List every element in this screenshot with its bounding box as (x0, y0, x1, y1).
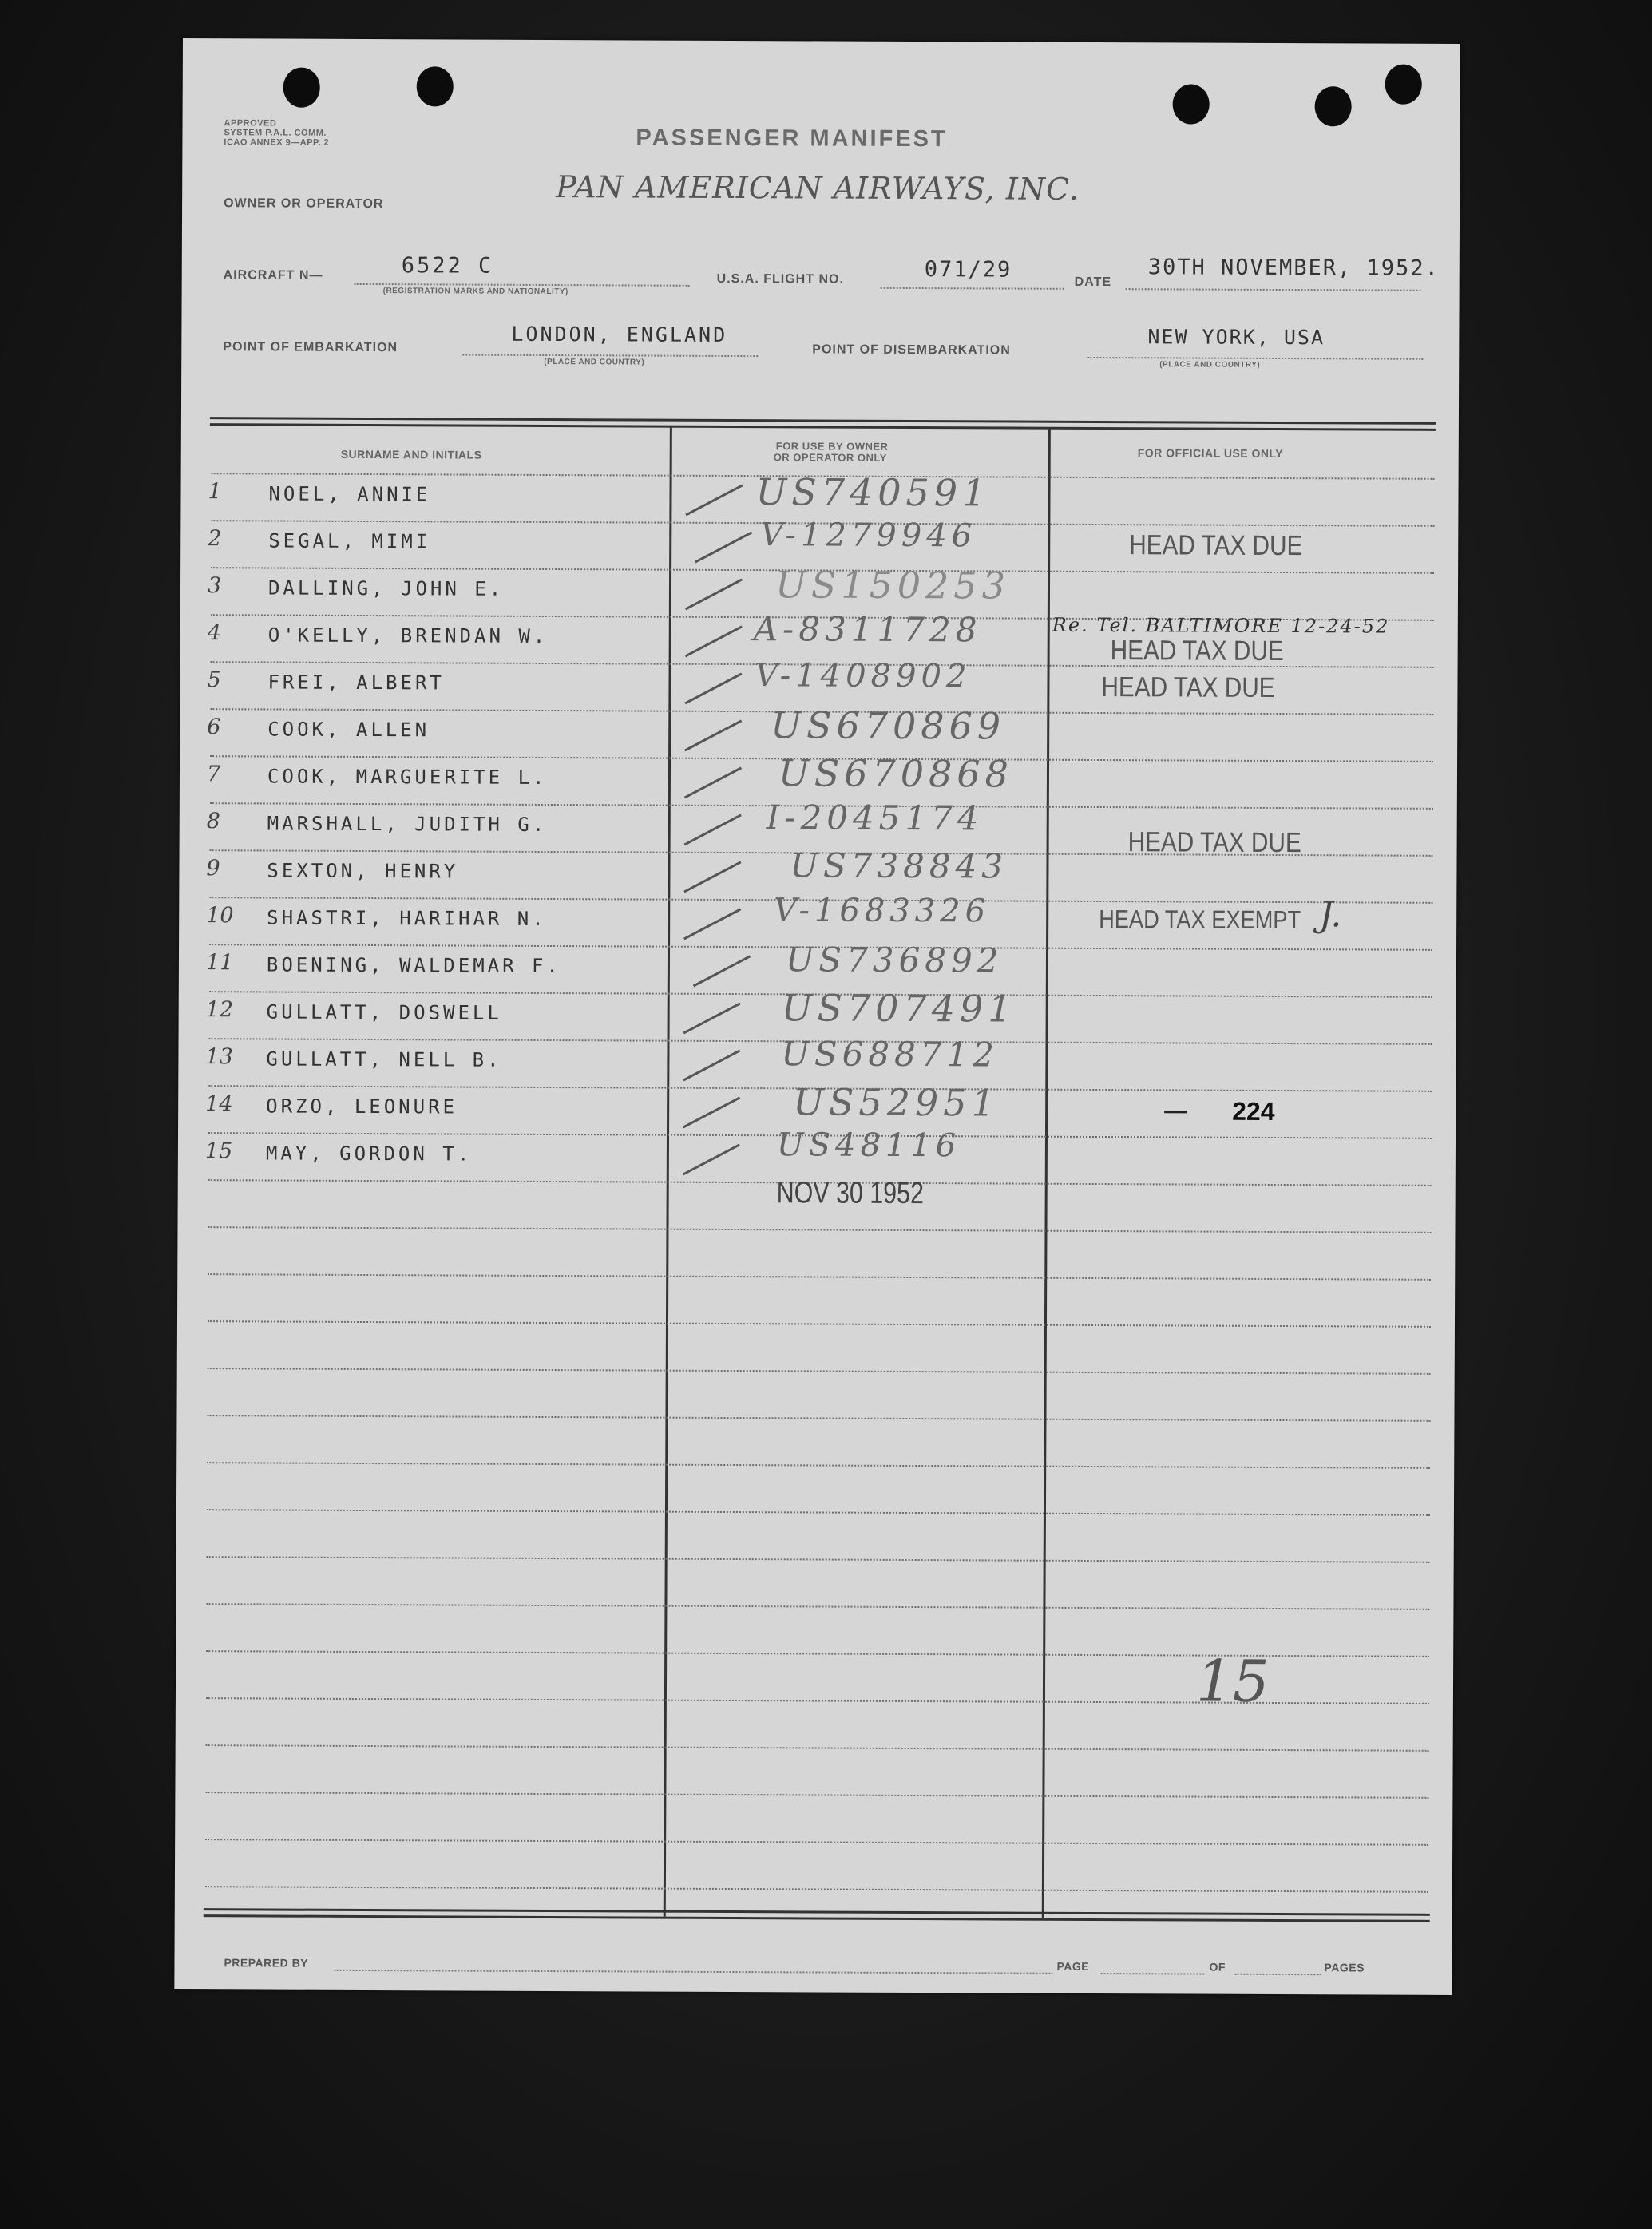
row-rule (205, 1886, 1428, 1893)
date-label: DATE (1074, 275, 1112, 290)
check-tick (683, 1049, 740, 1081)
passport-number: US736892 (785, 940, 1004, 980)
row-rule (205, 1839, 1428, 1846)
passenger-name: O'KELLY, BRENDAN W. (267, 624, 549, 648)
check-tick (683, 1002, 741, 1034)
disembarkation-sub: (PLACE AND COUNTRY) (1159, 360, 1261, 370)
manifest-sheet (174, 38, 1460, 1995)
passport-number: V-1683326 (774, 892, 991, 930)
row-number: 13 (205, 1044, 233, 1070)
column-divider (664, 427, 672, 1917)
punch-hole (1315, 86, 1352, 126)
date-value: 30TH NOVEMBER, 1952. (1147, 255, 1440, 281)
pages-label: PAGES (1324, 1961, 1365, 1974)
company-name: PAN AMERICAN AIRWAYS, INC. (556, 169, 1080, 207)
row-rule (208, 1273, 1431, 1281)
official-dash: — (1164, 1098, 1187, 1123)
official-note: HEAD TAX EXEMPT (1099, 905, 1301, 935)
passenger-name: SEXTON, HENRY (267, 859, 459, 883)
prepared-by-line (334, 1970, 1052, 1974)
embarkation-value: LONDON, ENGLAND (511, 322, 728, 346)
aircraft-underline (355, 283, 690, 287)
punch-hole (1385, 65, 1422, 105)
row-rule (207, 1462, 1430, 1469)
row-number: 6 (207, 715, 221, 740)
row-number: 8 (206, 809, 220, 834)
row-rule (207, 1415, 1430, 1422)
prepared-by-label: PREPARED BY (224, 1956, 309, 1970)
row-rule (205, 1792, 1428, 1799)
approval-block (224, 118, 329, 148)
passenger-name: DALLING, JOHN E. (267, 576, 505, 600)
official-initials: J. (1319, 894, 1342, 936)
check-tick (685, 484, 743, 516)
passenger-name: FREI, ALBERT (267, 671, 445, 695)
passenger-name: SEGAL, MIMI (268, 529, 431, 553)
date-stamp: NOV 30 1952 (776, 1176, 924, 1211)
official-note: HEAD TAX DUE (1110, 635, 1284, 667)
date-underline (1126, 288, 1421, 291)
punch-hole (283, 68, 320, 108)
row-rule (206, 1603, 1429, 1610)
passenger-name: GULLATT, DOSWELL (266, 1000, 502, 1024)
approval-line: APPROVED (224, 118, 277, 129)
passenger-name: NOEL, ANNIE (268, 482, 431, 506)
check-tick (693, 956, 751, 988)
passport-number: US52951 (793, 1080, 1000, 1125)
passenger-name: MAY, GORDON T. (265, 1142, 473, 1166)
page-label: PAGE (1056, 1959, 1090, 1973)
passport-number: A-8311728 (753, 609, 982, 650)
check-tick (685, 625, 743, 657)
row-number: 3 (207, 573, 222, 599)
passport-number: US740591 (755, 470, 991, 515)
punch-hole (417, 66, 454, 106)
row-rule (206, 1744, 1429, 1752)
embarkation-sub: (PLACE AND COUNTRY) (544, 357, 645, 367)
row-rule (207, 1556, 1430, 1563)
passport-number: US707491 (781, 986, 1016, 1031)
row-number: 11 (205, 950, 234, 976)
table-bottom-rule (204, 1914, 1430, 1922)
row-number: 5 (207, 667, 221, 693)
passenger-name: SHASTRI, HARIHAR N. (267, 906, 547, 930)
row-number: 1 (208, 479, 222, 505)
approval-line: SYSTEM P.A.L. COMM. (224, 128, 327, 138)
page-line (1100, 1973, 1204, 1975)
passenger-name: MARSHALL, JUDITH G. (267, 812, 548, 836)
check-tick (683, 861, 741, 893)
row-number: 2 (208, 526, 222, 552)
row-rule (208, 1226, 1431, 1233)
disembarkation-underline (1087, 357, 1423, 360)
passport-number: US738843 (790, 845, 1008, 886)
row-number: 10 (206, 903, 234, 928)
disembarkation-label: POINT OF DISEMBARKATION (812, 342, 1011, 358)
check-tick (684, 814, 742, 845)
official-number: 224 (1232, 1096, 1275, 1126)
header-official: FOR OFFICIAL USE ONLY (1137, 446, 1284, 461)
table-top-rule (210, 423, 1436, 431)
check-tick (684, 672, 742, 704)
check-tick (683, 908, 741, 940)
official-note: HEAD TAX DUE (1127, 826, 1301, 859)
row-number: 4 (207, 620, 222, 646)
of-line (1234, 1974, 1321, 1975)
of-label: OF (1209, 1960, 1226, 1974)
baltimore-note: Re. Tel. BALTIMORE 12-24-52 (1052, 613, 1390, 638)
passport-number: I-2045174 (766, 798, 984, 838)
check-tick (683, 1096, 740, 1128)
row-number: 15 (204, 1138, 233, 1164)
embarkation-underline (462, 354, 758, 358)
punch-hole (1173, 84, 1210, 124)
check-tick (685, 578, 743, 610)
passenger-name: GULLATT, NELL B. (266, 1047, 502, 1071)
row-number: 9 (206, 856, 220, 881)
passport-number: US670869 (771, 703, 1006, 748)
official-note: HEAD TAX DUE (1129, 529, 1303, 562)
approval-line: ICAO ANNEX 9—APP. 2 (224, 137, 330, 148)
passport-number: US48116 (776, 1126, 961, 1165)
passport-number: US670868 (778, 751, 1013, 796)
header-operator-line2: OR OPERATOR ONLY (773, 451, 887, 464)
passport-number: US150253 (774, 563, 1011, 608)
check-tick (683, 1143, 740, 1175)
check-tick (695, 532, 752, 564)
form-title: PASSENGER MANIFEST (636, 125, 948, 152)
header-operator-line1: FOR USE BY OWNER (775, 440, 889, 453)
check-tick (684, 719, 742, 751)
passenger-name: COOK, ALLEN (267, 718, 430, 742)
total-mark: 15 (1195, 1647, 1270, 1715)
passenger-name: COOK, MARGUERITE L. (267, 765, 548, 790)
passport-number: V-1408902 (755, 657, 972, 695)
flight-value: 071/29 (924, 257, 1012, 283)
header-surname: SURNAME AND INITIALS (340, 447, 482, 461)
flight-label: U.S.A. FLIGHT NO. (716, 271, 844, 287)
passenger-name: BOENING, WALDEMAR F. (266, 953, 561, 978)
row-rule (207, 1509, 1430, 1516)
row-rule (208, 1320, 1431, 1328)
passport-number: V-1279946 (760, 517, 977, 555)
column-divider (1042, 429, 1051, 1918)
row-number: 7 (206, 762, 221, 787)
embarkation-label: POINT OF EMBARKATION (223, 340, 398, 355)
owner-label: OWNER OR OPERATOR (224, 196, 384, 212)
aircraft-label: AIRCRAFT N— (223, 268, 323, 283)
check-tick (684, 766, 742, 798)
disembarkation-value: NEW YORK, USA (1147, 325, 1325, 350)
row-rule (208, 1368, 1431, 1375)
passenger-name: ORZO, LEONURE (266, 1095, 458, 1118)
official-note: HEAD TAX DUE (1101, 671, 1275, 703)
row-number: 14 (205, 1091, 233, 1117)
passport-number: US688712 (781, 1034, 1000, 1075)
aircraft-sub: (REGISTRATION MARKS AND NATIONALITY) (382, 287, 568, 297)
row-number: 12 (205, 997, 234, 1023)
aircraft-value: 6522 C (401, 253, 494, 279)
flight-underline (881, 287, 1064, 290)
